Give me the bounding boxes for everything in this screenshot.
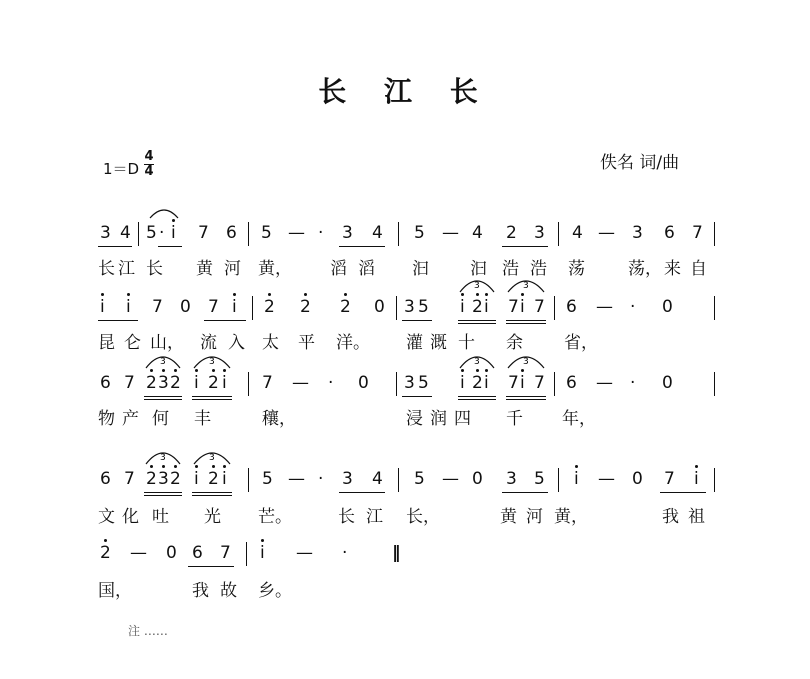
lyric: 洋。 <box>336 333 370 353</box>
lyric: 仑 <box>124 333 141 353</box>
notation-line-4 <box>96 453 726 498</box>
barline <box>138 222 139 246</box>
eighth-underline <box>339 246 385 247</box>
lyric: 来 <box>664 259 681 279</box>
note: i <box>222 468 227 490</box>
note: 3 <box>404 373 415 393</box>
note: 7 <box>124 469 135 489</box>
note: 2 <box>300 296 311 318</box>
note: 2 <box>340 296 351 318</box>
eighth-underline <box>339 492 385 493</box>
lyric: 自 <box>690 259 707 279</box>
dot: · <box>318 469 324 489</box>
barline <box>714 372 715 396</box>
lyric: 长 <box>338 507 355 527</box>
dot: · <box>342 543 348 563</box>
note: i <box>194 468 199 490</box>
note: 7 <box>508 297 519 317</box>
svg-text:3: 3 <box>474 357 480 367</box>
note: 5 <box>146 223 157 243</box>
lyric: 汩 <box>412 259 429 279</box>
note: 2 <box>472 296 483 318</box>
eighth-underline <box>458 396 496 397</box>
lyric: 河 <box>224 259 241 279</box>
note: 2 <box>506 223 517 243</box>
lyric: 滔 <box>330 259 347 279</box>
barline <box>396 296 397 320</box>
barline <box>396 372 397 396</box>
note: 0 <box>358 373 369 393</box>
note: 6 <box>100 373 111 393</box>
dash: — <box>130 543 147 563</box>
lyric: 河 <box>526 507 543 527</box>
note: 3 <box>158 468 169 490</box>
note: 3 <box>158 372 169 394</box>
dash: — <box>296 543 313 563</box>
lyric: 荡， <box>628 259 662 279</box>
note: 0 <box>662 297 673 317</box>
note: 0 <box>166 543 177 563</box>
sixteenth-underline <box>506 323 546 324</box>
lyric: 浩 <box>530 259 547 279</box>
eighth-underline <box>188 566 234 567</box>
dot: · <box>328 373 334 393</box>
note: 5 <box>534 469 545 489</box>
note: 4 <box>120 223 131 243</box>
dash: — <box>292 373 309 393</box>
eighth-underline <box>192 396 232 397</box>
note: 0 <box>662 373 673 393</box>
note: 3 <box>342 223 353 243</box>
dot: · <box>318 223 324 243</box>
note: 2 <box>170 372 181 394</box>
barline <box>558 468 559 492</box>
barline <box>246 542 247 566</box>
note: 4 <box>572 223 583 243</box>
note: 5 <box>414 223 425 243</box>
time-signature-top: 4 <box>144 149 154 164</box>
lyric: 浩 <box>502 259 519 279</box>
triplet-slur <box>192 352 232 370</box>
eighth-underline <box>402 396 432 397</box>
eighth-underline <box>402 320 432 321</box>
note: i <box>460 372 465 394</box>
dot: · <box>630 373 636 393</box>
sixteenth-underline <box>192 495 232 496</box>
note: 5 <box>418 297 429 317</box>
note: 4 <box>472 223 483 243</box>
lyric: 江 <box>118 259 135 279</box>
footnote: 注 …… <box>128 624 168 638</box>
note: 5 <box>418 373 429 393</box>
notation-line-5 <box>96 542 726 572</box>
note: 7 <box>692 223 703 243</box>
note: 0 <box>632 469 643 489</box>
note: 3 <box>404 297 415 317</box>
note: 2 <box>170 468 181 490</box>
note: i <box>232 296 237 318</box>
eighth-underline <box>502 246 548 247</box>
eighth-underline <box>98 246 132 247</box>
key-signature: 1＝D <box>103 160 140 178</box>
notation-line-3 <box>96 357 726 402</box>
eighth-underline <box>506 320 546 321</box>
lyric: 我 <box>192 581 209 601</box>
lyric: 太 <box>262 333 279 353</box>
svg-text:3: 3 <box>523 357 529 367</box>
lyric: 丰 <box>194 409 211 429</box>
eighth-underline <box>506 396 546 397</box>
lyric: 祖 <box>688 507 705 527</box>
lyric: 山， <box>150 333 184 353</box>
note: i <box>260 542 265 564</box>
lyric: 产 <box>122 409 139 429</box>
triplet-slur <box>506 352 546 370</box>
barline <box>398 222 399 246</box>
lyric: 四 <box>454 409 471 429</box>
sixteenth-underline <box>458 323 496 324</box>
eighth-underline <box>192 492 232 493</box>
lyric: 我 <box>662 507 679 527</box>
note: i <box>520 296 525 318</box>
lyric: 入 <box>228 333 245 353</box>
note: i <box>171 222 176 244</box>
note: 5 <box>261 223 272 243</box>
note: 0 <box>472 469 483 489</box>
lyric: 溉 <box>430 333 447 353</box>
lyric: 灌 <box>406 333 423 353</box>
dash: — <box>288 469 305 489</box>
lyric: 流 <box>200 333 217 353</box>
notation-line-1 <box>96 222 726 252</box>
eighth-underline <box>144 396 182 397</box>
lyric: 江 <box>366 507 383 527</box>
lyric: 吐 <box>152 507 169 527</box>
lyric: 长， <box>406 507 440 527</box>
svg-text:3: 3 <box>209 357 215 367</box>
note: 3 <box>100 223 111 243</box>
note: 6 <box>566 297 577 317</box>
lyric: 润 <box>430 409 447 429</box>
barline <box>714 222 715 246</box>
note: i <box>100 296 105 318</box>
barline <box>554 296 555 320</box>
final-barline: ‖ <box>392 543 401 563</box>
eighth-underline <box>660 492 706 493</box>
lyric: 黄， <box>554 507 588 527</box>
note: i <box>484 372 489 394</box>
svg-text:3: 3 <box>474 281 480 291</box>
eighth-underline <box>204 320 246 321</box>
note: 3 <box>534 223 545 243</box>
note: 5 <box>414 469 425 489</box>
note: 2 <box>472 372 483 394</box>
dash: — <box>442 469 459 489</box>
sixteenth-underline <box>144 495 182 496</box>
svg-text:3: 3 <box>209 453 215 463</box>
note: 4 <box>372 469 383 489</box>
note: 6 <box>192 543 203 563</box>
lyric: 滔 <box>358 259 375 279</box>
note: i <box>520 372 525 394</box>
note: 7 <box>208 297 219 317</box>
note: i <box>574 468 579 490</box>
lyric-line-1 <box>96 258 726 282</box>
lyric: 黄 <box>500 507 517 527</box>
lyric: 何 <box>152 409 169 429</box>
lyric-line-2 <box>96 332 726 356</box>
sixteenth-underline <box>506 399 546 400</box>
note: 2 <box>146 372 157 394</box>
note: 0 <box>374 297 385 317</box>
note: 2 <box>208 468 219 490</box>
triplet-slur <box>144 352 182 370</box>
note: 3 <box>632 223 643 243</box>
page-title: 长 江 长 <box>318 75 492 108</box>
lyric: 光 <box>204 507 221 527</box>
note: 6 <box>664 223 675 243</box>
sixteenth-underline <box>144 399 182 400</box>
lyric: 穰， <box>262 409 296 429</box>
note: 2 <box>146 468 157 490</box>
lyric-line-3 <box>96 408 726 432</box>
dash: — <box>288 223 305 243</box>
note: 6 <box>100 469 111 489</box>
note: 3 <box>342 469 353 489</box>
triplet-slur <box>458 352 496 370</box>
eighth-underline <box>458 320 496 321</box>
note: i <box>222 372 227 394</box>
note: 0 <box>180 297 191 317</box>
lyric: 文 <box>98 507 115 527</box>
note: 7 <box>198 223 209 243</box>
time-signature <box>144 150 154 179</box>
note: i <box>126 296 131 318</box>
dash: — <box>598 223 615 243</box>
note: 7 <box>262 373 273 393</box>
lyric: 长 <box>98 259 115 279</box>
lyric: 国， <box>98 581 132 601</box>
note: 6 <box>566 373 577 393</box>
svg-text:3: 3 <box>523 281 529 291</box>
lyric: 长 <box>146 259 163 279</box>
lyric: 平 <box>298 333 315 353</box>
eighth-underline <box>502 492 548 493</box>
note: 7 <box>534 297 545 317</box>
note: i <box>460 296 465 318</box>
note: 6 <box>226 223 237 243</box>
note: 4 <box>372 223 383 243</box>
dash: — <box>442 223 459 243</box>
lyric: 浸 <box>406 409 423 429</box>
note: 7 <box>124 373 135 393</box>
sixteenth-underline <box>192 399 232 400</box>
lyric: 黄， <box>258 259 292 279</box>
barline <box>248 222 249 246</box>
note: i <box>194 372 199 394</box>
note: 7 <box>152 297 163 317</box>
barline <box>558 222 559 246</box>
barline <box>248 372 249 396</box>
barline <box>248 468 249 492</box>
sixteenth-underline <box>458 399 496 400</box>
barline <box>714 468 715 492</box>
triplet-slur <box>144 448 182 466</box>
lyric: 故 <box>220 581 237 601</box>
notation-line-2 <box>96 281 726 326</box>
triplet-slur <box>192 448 232 466</box>
slur <box>148 206 180 220</box>
barline <box>252 296 253 320</box>
dot: · <box>630 297 636 317</box>
lyric: 乡。 <box>258 581 292 601</box>
note: 7 <box>508 373 519 393</box>
svg-text:3: 3 <box>160 357 166 367</box>
lyric: 物 <box>98 409 115 429</box>
eighth-underline <box>98 320 138 321</box>
svg-text:3: 3 <box>160 453 166 463</box>
dot: · <box>159 223 165 243</box>
note: i <box>694 468 699 490</box>
barline <box>554 372 555 396</box>
lyric: 昆 <box>98 333 115 353</box>
note: 7 <box>220 543 231 563</box>
note: 3 <box>506 469 517 489</box>
note: 7 <box>664 469 675 489</box>
dash: — <box>596 297 613 317</box>
credit-line: 佚名 词/曲 <box>600 153 680 173</box>
lyric: 余 <box>506 333 523 353</box>
eighth-underline <box>158 246 182 247</box>
eighth-underline <box>144 492 182 493</box>
note: 7 <box>534 373 545 393</box>
note: 5 <box>262 469 273 489</box>
lyric-line-4 <box>96 506 726 530</box>
lyric: 化 <box>122 507 139 527</box>
lyric: 芒。 <box>258 507 292 527</box>
lyric: 省， <box>564 333 598 353</box>
lyric: 汩 <box>470 259 487 279</box>
barline <box>398 468 399 492</box>
dash: — <box>596 373 613 393</box>
note: i <box>484 296 489 318</box>
note: 2 <box>264 296 275 318</box>
triplet-slur <box>506 276 546 294</box>
note: 2 <box>208 372 219 394</box>
triplet-slur <box>458 276 496 294</box>
lyric: 荡 <box>568 259 585 279</box>
dash: — <box>598 469 615 489</box>
lyric: 十 <box>458 333 475 353</box>
lyric: 年， <box>562 409 596 429</box>
time-signature-bottom: 4 <box>144 164 154 179</box>
lyric: 黄 <box>196 259 213 279</box>
barline <box>714 296 715 320</box>
lyric-line-5 <box>96 580 726 604</box>
lyric: 千 <box>506 409 523 429</box>
note: 2 <box>100 542 111 564</box>
